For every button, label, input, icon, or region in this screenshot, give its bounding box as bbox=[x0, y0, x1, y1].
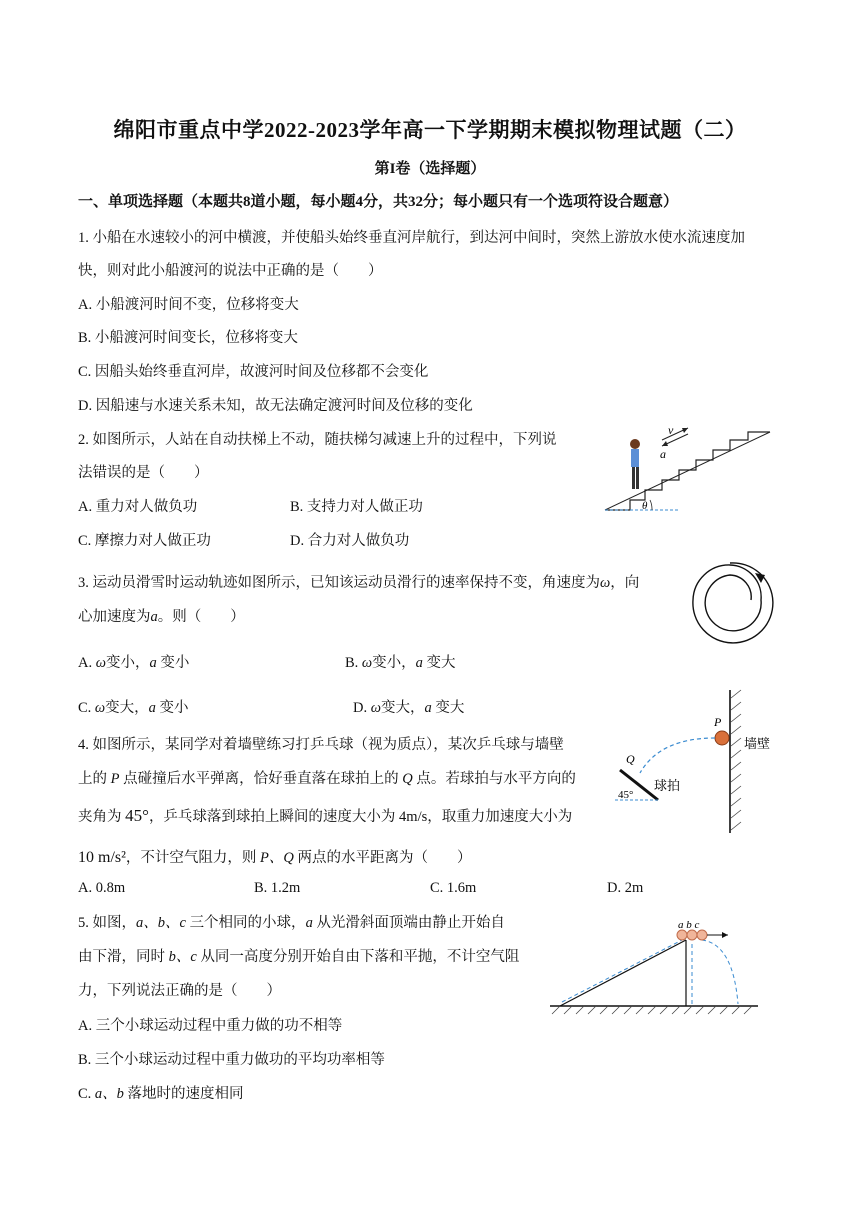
q3-option-a bbox=[78, 651, 189, 672]
q3-option-c bbox=[78, 696, 189, 717]
option-text: 变小， bbox=[105, 655, 150, 671]
gravity-value: 10 m/s² bbox=[78, 849, 126, 866]
omega-symbol: ω bbox=[94, 700, 106, 716]
volume-subtitle: 第I卷（选择题） bbox=[374, 161, 486, 177]
q2-option-b: B. 支持力对人做正功 bbox=[290, 499, 423, 515]
q5-stem-line1 bbox=[78, 911, 505, 932]
q5-stem-line2 bbox=[78, 945, 519, 966]
page-title: 绵阳市重点中学2022-2023学年高一下学期期末模拟物理试题（二） bbox=[113, 118, 747, 142]
q5-stem-text: 5. 如图， bbox=[78, 915, 136, 931]
spiral-track-figure bbox=[683, 555, 778, 655]
q1-stem-line2: 快，则对此小船渡河的说法中正确的是（ ） bbox=[78, 263, 383, 279]
theta-label: θ bbox=[642, 500, 648, 512]
q4-option-a: A. 0.8m bbox=[78, 880, 126, 896]
acc-symbol: a bbox=[150, 609, 158, 625]
q1-option-d: D. 因船速与水速关系未知，故无法确定渡河时间及位移的变化 bbox=[78, 398, 473, 414]
q3-option-d bbox=[353, 696, 464, 717]
option-text: 变小 bbox=[156, 655, 190, 671]
q1-stem-line1: 1. 小船在水速较小的河中横渡，并使船头始终垂直河岸航行，到达河中间时，突然上游放水使水流速度加 bbox=[78, 230, 745, 246]
incline-balls-figure bbox=[548, 918, 763, 1018]
section-heading: 一、单项选择题（本题共8道小题，每小题4分，共32分；每小题只有一个选项符设合题意） bbox=[78, 194, 679, 210]
q4-stem-text: 点碰撞后水平弹离，恰好垂直落在球拍上的 bbox=[119, 771, 403, 787]
q3-option-b bbox=[345, 651, 456, 672]
fig-point-q: Q bbox=[626, 752, 635, 766]
omega-symbol: ω bbox=[370, 700, 381, 716]
fig-angle-label: 45° bbox=[618, 789, 634, 801]
velocity-label: v bbox=[668, 423, 674, 437]
option-letter: C. bbox=[78, 700, 95, 716]
q4-option-d: D. 2m bbox=[607, 880, 644, 896]
q3-stem-line1 bbox=[78, 571, 639, 592]
option-text: 变大 bbox=[422, 655, 456, 671]
q4-stem-text: 上的 bbox=[78, 771, 111, 787]
q4-stem-text: 夹角为 bbox=[78, 809, 126, 825]
q3-stem-text: ，向 bbox=[610, 575, 640, 591]
ball-a: a bbox=[305, 915, 313, 931]
q5-stem-text: 从同一高度分别开始自由下落和平抛，不计空气阻 bbox=[196, 949, 520, 965]
q4-stem-line3 bbox=[78, 805, 572, 826]
acc-symbol: a bbox=[415, 655, 423, 671]
q4-stem-text: ，乒乓球落到球拍上瞬间的速度大小为 4m/s，取重力加速度大小为 bbox=[148, 809, 573, 825]
option-letter: C. bbox=[78, 1086, 95, 1102]
escalator-figure bbox=[600, 420, 780, 520]
q1-option-a: A. 小船渡河时间不变，位移将变大 bbox=[78, 297, 299, 313]
balls-ab: a、b bbox=[94, 1086, 124, 1102]
fig-point-p: P bbox=[714, 715, 722, 729]
option-text: 变大 bbox=[431, 700, 465, 716]
acc-symbol: a bbox=[424, 700, 432, 716]
paddle-label: 球拍 bbox=[654, 778, 681, 793]
q1-option-b: B. 小船渡河时间变长，位移将变大 bbox=[78, 330, 298, 346]
q5-option-c bbox=[78, 1082, 244, 1103]
q5-stem-text: 由下滑，同时 bbox=[78, 949, 169, 965]
q5-stem-text: 三个相同的小球， bbox=[185, 915, 306, 931]
q3-stem-line2 bbox=[78, 605, 245, 626]
balls-bc: b、c bbox=[168, 949, 197, 965]
q5-stem-line3: 力，下列说法正确的是（ ） bbox=[78, 983, 281, 999]
q2-option-a: A. 重力对人做负功 bbox=[78, 499, 198, 515]
wall-paddle-figure bbox=[610, 688, 790, 838]
acc-symbol: a bbox=[149, 655, 157, 671]
acceleration-label: a bbox=[660, 447, 666, 461]
option-letter: A. bbox=[78, 655, 96, 671]
angle-value: 45° bbox=[125, 806, 149, 825]
q2-option-c: C. 摩擦力对人做正功 bbox=[78, 533, 211, 549]
q3-stem-text: 心加速度为 bbox=[78, 609, 151, 625]
option-letter: D. bbox=[353, 700, 371, 716]
option-text: 变小， bbox=[372, 655, 416, 671]
q5-stem-text: 从光滑斜面顶端由静止开始自 bbox=[312, 915, 505, 931]
q4-stem-text: ，不计空气阻力，则 bbox=[125, 850, 261, 866]
q4-option-b: B. 1.2m bbox=[254, 880, 301, 896]
q4-option-c: C. 1.6m bbox=[430, 880, 477, 896]
wall-label: 墙壁 bbox=[744, 736, 771, 751]
q4-stem-text: 点。若球拍与水平方向的 bbox=[412, 771, 576, 787]
q4-stem-line2 bbox=[78, 767, 576, 788]
point-p: P bbox=[110, 771, 120, 787]
point-q: Q bbox=[402, 771, 413, 787]
q5-option-b: B. 三个小球运动过程中重力做功的平均功率相等 bbox=[78, 1052, 385, 1068]
q4-stem-text: 两点的水平距离为（ ） bbox=[293, 850, 472, 866]
q4-stem-line4 bbox=[78, 846, 472, 867]
option-letter: B. bbox=[345, 655, 362, 671]
omega-symbol: ω bbox=[95, 655, 106, 671]
balls-label: a b c bbox=[678, 919, 700, 931]
q2-stem-line2: 法错误的是（ ） bbox=[78, 465, 209, 481]
q3-stem-text: 3. 运动员滑雪时运动轨迹如图所示，已知该运动员滑行的速率保持不变，角速度为 bbox=[78, 575, 600, 591]
option-text: 变大， bbox=[105, 700, 149, 716]
option-text: 变小 bbox=[155, 700, 189, 716]
q3-stem-text: 。则（ ） bbox=[157, 609, 245, 625]
q5-option-a: A. 三个小球运动过程中重力做的功不相等 bbox=[78, 1018, 343, 1034]
q1-option-c: C. 因船头始终垂直河岸，故渡河时间及位移都不会变化 bbox=[78, 364, 429, 380]
omega-symbol: ω bbox=[361, 655, 373, 671]
option-text: 落地时的速度相同 bbox=[123, 1086, 244, 1102]
acc-symbol: a bbox=[148, 700, 156, 716]
balls-abc: a、b、c bbox=[136, 915, 186, 931]
omega-symbol: ω bbox=[600, 575, 611, 591]
points-pq: P、Q bbox=[260, 850, 294, 866]
option-text: 变大， bbox=[380, 700, 425, 716]
q2-stem-line1: 2. 如图所示，人站在自动扶梯上不动，随扶梯匀减速上升的过程中，下列说 bbox=[78, 432, 557, 448]
q2-option-d: D. 合力对人做负功 bbox=[290, 533, 410, 549]
q4-stem-line1: 4. 如图所示，某同学对着墙壁练习打乒乓球（视为质点），某次乒乓球与墙壁 bbox=[78, 737, 564, 753]
